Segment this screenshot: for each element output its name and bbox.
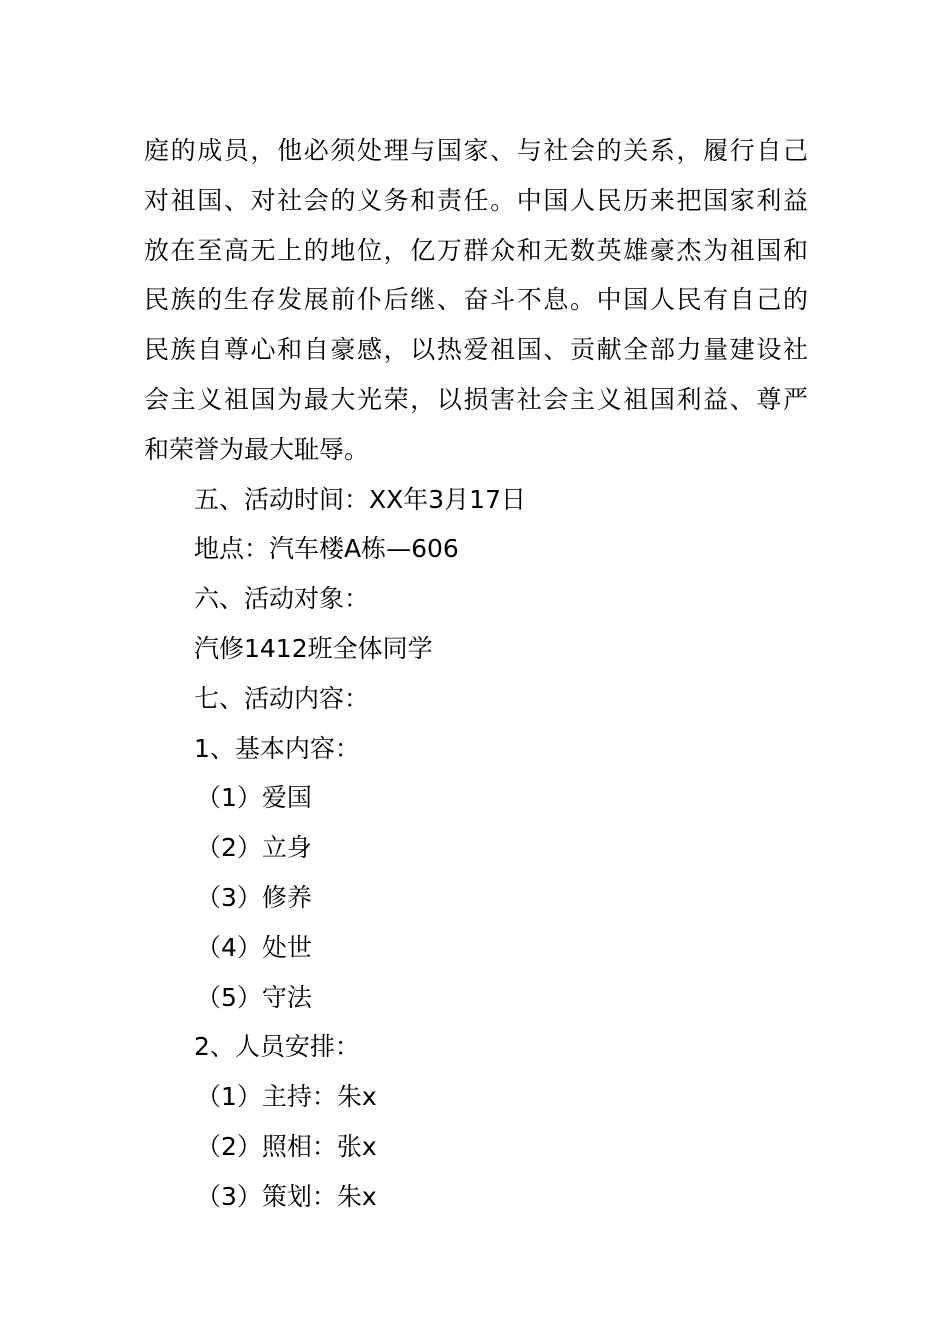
basic-content-item: （5）守法	[196, 982, 312, 1012]
paragraph-line: 民族自尊心和自豪感，以热爱祖国、贡献全部力量建设社	[144, 335, 808, 365]
basic-content-heading: 1、基本内容：	[194, 733, 360, 763]
basic-content-item: （1）爱国	[196, 783, 312, 813]
staff-item: （2）照相：张x	[196, 1131, 377, 1161]
document-body	[144, 126, 808, 1222]
staff-arrangement-heading: 2、人员安排：	[194, 1032, 360, 1062]
basic-content-item: （4）处世	[196, 932, 312, 962]
paragraph-line: 和荣誉为最大耻辱。	[144, 434, 370, 464]
paragraph-line: 庭的成员，他必须处理与国家、与社会的关系，履行自己	[144, 136, 808, 165]
paragraph-line: 对祖国、对社会的义务和责任。中国人民历来把国家利益	[144, 185, 808, 215]
basic-content-item: （2）立身	[196, 833, 312, 863]
basic-content-item: （3）修养	[196, 882, 312, 912]
audience-value: 汽修1412班全体同学	[194, 633, 433, 663]
paragraph-line: 民族的生存发展前仆后继、奋斗不息。中国人民有自己的	[144, 285, 808, 315]
activity-place-line: 地点：汽车楼A栋—606	[194, 534, 459, 564]
paragraph-line: 放在至高无上的地位，亿万群众和无数英雄豪杰为祖国和	[144, 235, 808, 265]
paragraph-line: 会主义祖国为最大光荣，以损害社会主义祖国利益、尊严	[144, 384, 808, 414]
audience-heading: 六、活动对象：	[194, 584, 370, 614]
content-heading: 七、活动内容：	[194, 683, 370, 713]
staff-item: （3）策划：朱x	[196, 1181, 377, 1211]
activity-time-line: 五、活动时间：XX年3月17日	[194, 484, 526, 514]
staff-item: （1）主持：朱x	[196, 1082, 377, 1112]
